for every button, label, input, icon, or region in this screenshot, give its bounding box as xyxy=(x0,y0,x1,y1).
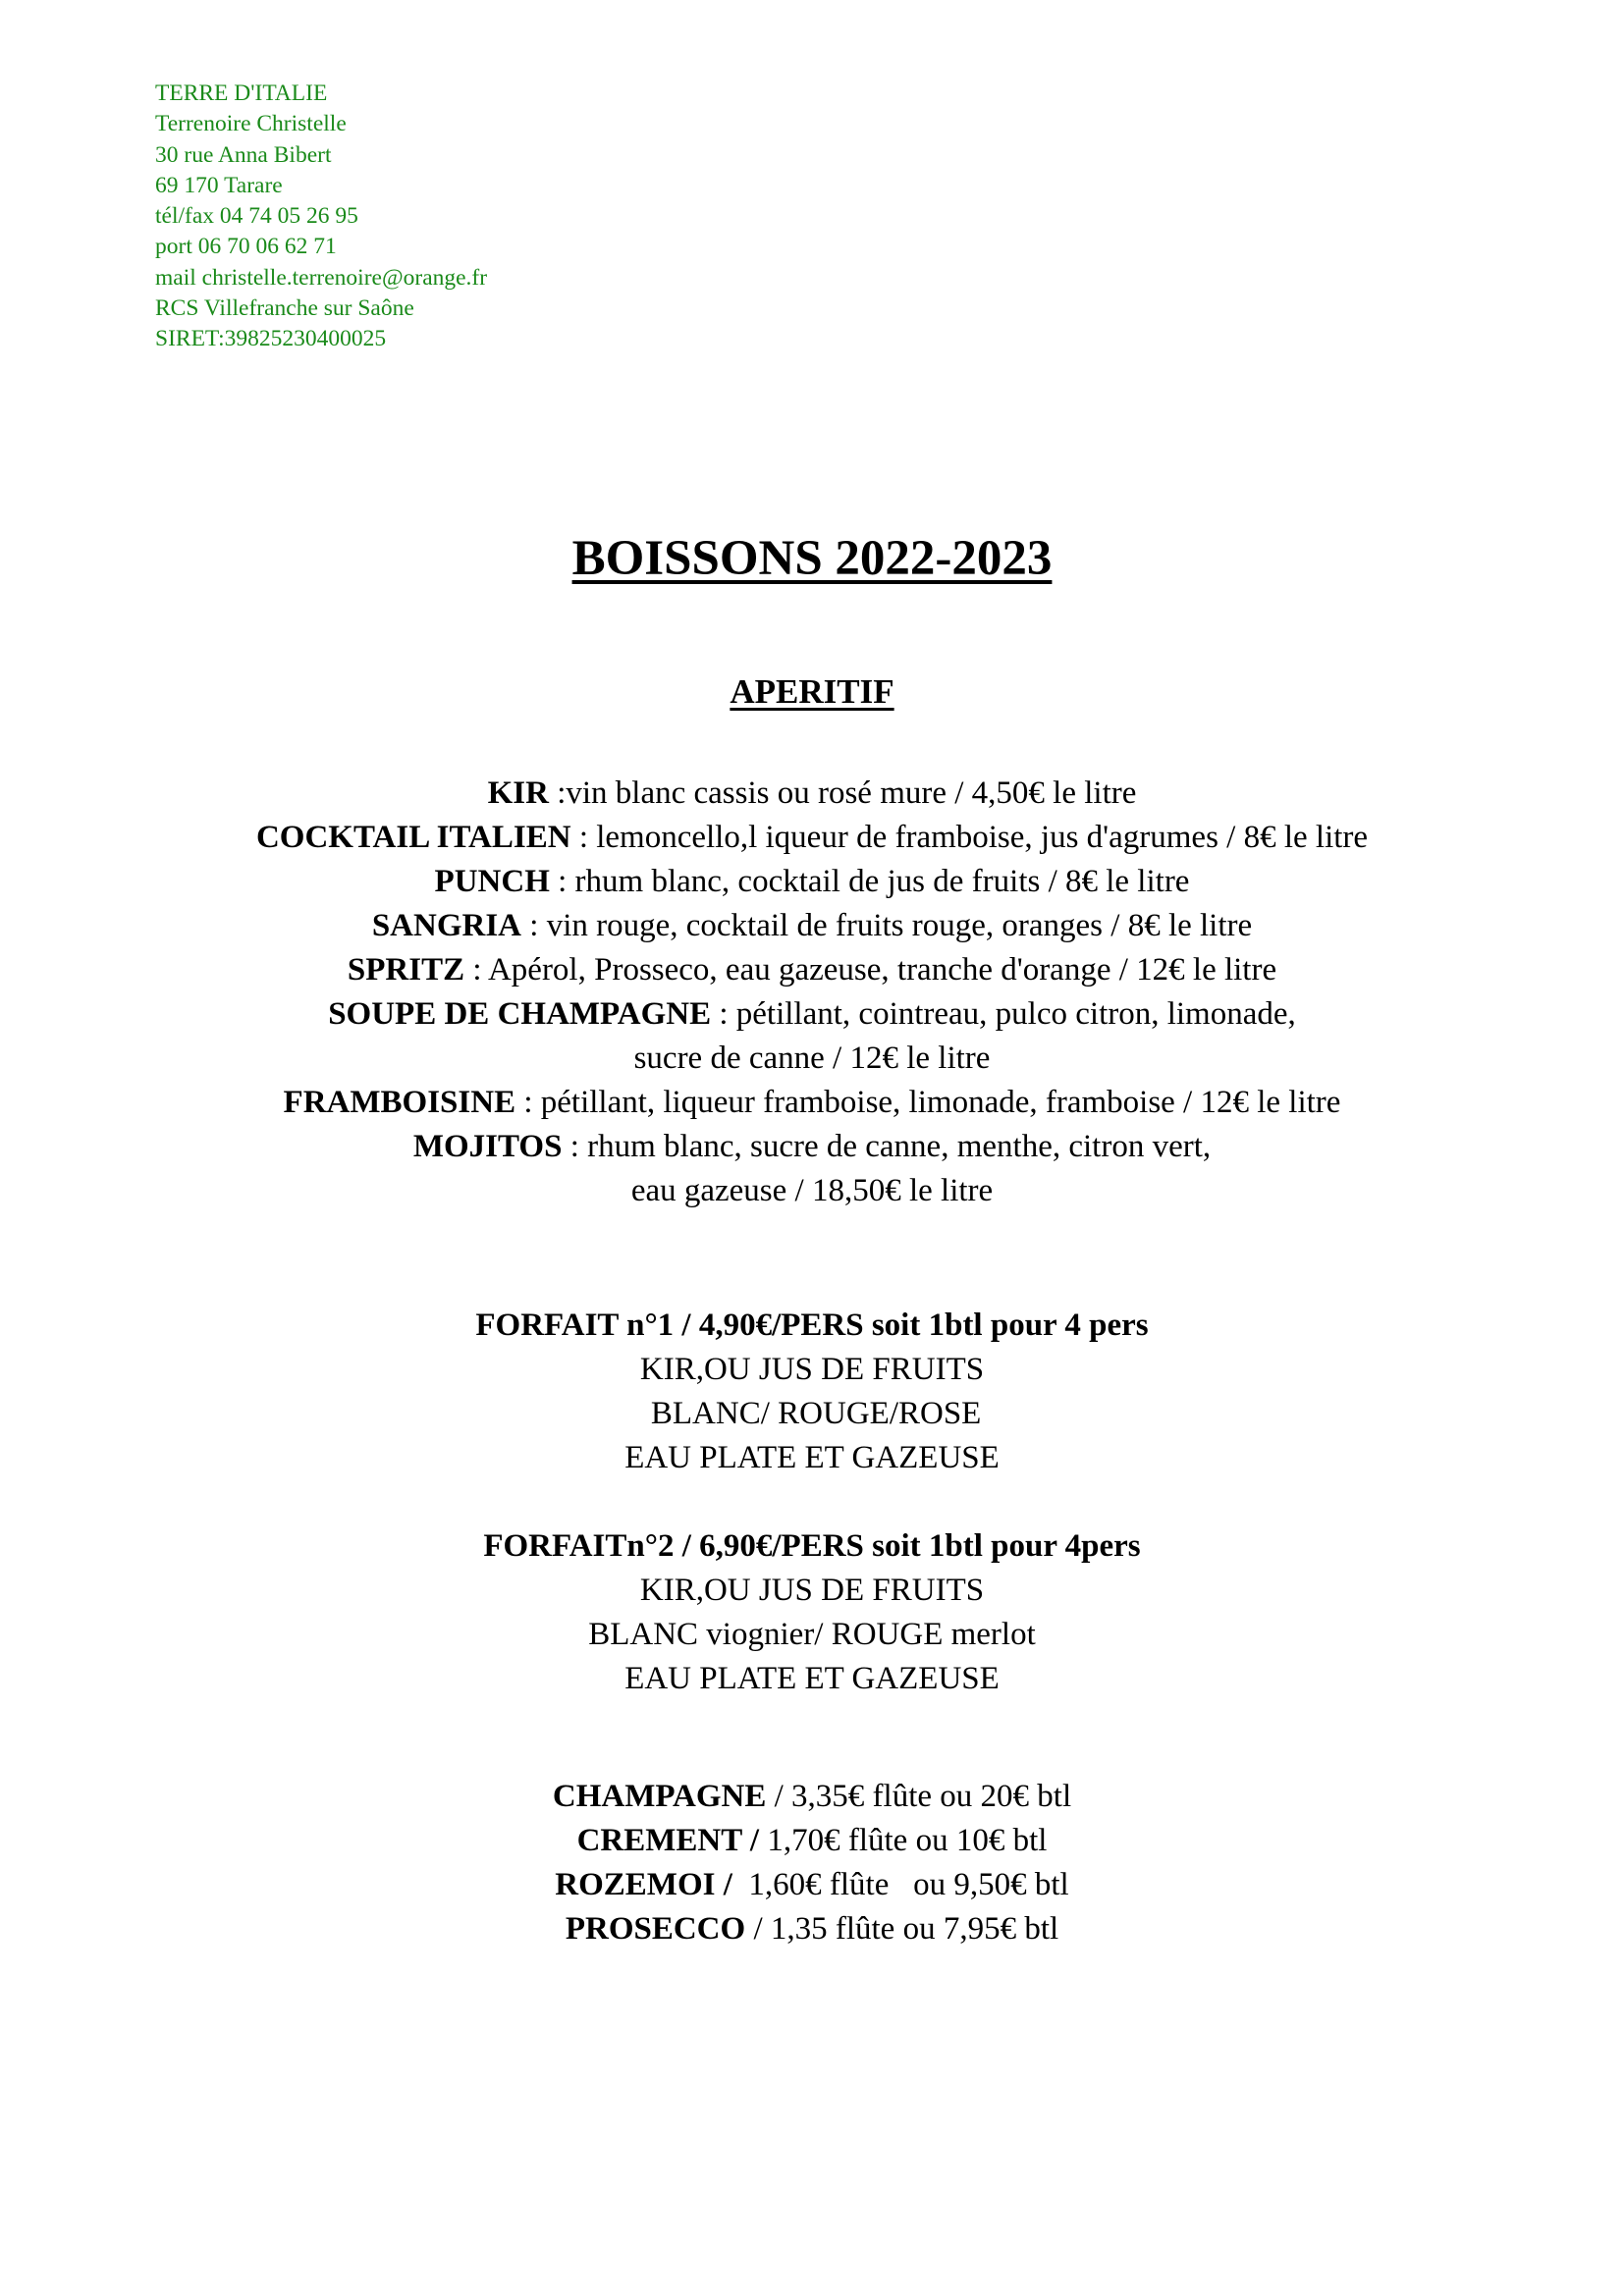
drink-description: Apérol, Prosseco, eau gazeuse, tranche d'orange / 12€ le litre xyxy=(487,952,1277,988)
drink-description: vin rouge, cocktail de fruits rouge, oranges / 8€ le litre xyxy=(546,908,1253,943)
wine-name: CREMENT / xyxy=(576,1823,760,1858)
forfait-heading: FORFAITn°2 / 6,90€/PERS soit 1btl pour 4pers xyxy=(483,1528,1141,1564)
aperitif-item xyxy=(0,1125,1624,1169)
forfait-item: EAU PLATE ET GAZEUSE xyxy=(624,1440,1000,1475)
drink-name: COCKTAIL ITALIEN xyxy=(255,820,571,855)
drink-description: rhum blanc, sucre de canne, menthe, citron vert, xyxy=(587,1129,1212,1164)
drink-name: SANGRIA xyxy=(371,908,522,943)
postal-city: 69 170 Tarare xyxy=(155,172,283,198)
separator: : xyxy=(515,1085,541,1120)
wine-name: CHAMPAGNE xyxy=(552,1779,767,1814)
forfait-item: BLANC/ ROUGE/ROSE xyxy=(642,1396,982,1431)
drink-description: lemoncello,l iqueur de framboise, jus d'agrumes / 8€ le litre xyxy=(596,820,1369,855)
aperitif-list xyxy=(0,772,1624,1213)
aperitif-item xyxy=(0,1081,1624,1125)
wine-price: / 3,35€ flûte ou 20€ btl xyxy=(766,1779,1072,1814)
drink-description: vin blanc cassis ou rosé mure / 4,50€ le litre xyxy=(566,775,1137,811)
aperitif-item xyxy=(0,992,1624,1037)
separator: : xyxy=(549,864,575,899)
wine-price: / 1,35 flûte ou 7,95€ btl xyxy=(745,1911,1059,1947)
wine-price: 1,60€ flûte ou 9,50€ btl xyxy=(731,1867,1069,1902)
aperitif-item xyxy=(0,816,1624,860)
email: mail christelle.terrenoire@orange.fr xyxy=(155,264,488,291)
separator: : xyxy=(562,1129,588,1164)
separator: : xyxy=(521,908,547,943)
drink-name: SPRITZ xyxy=(347,952,465,988)
drink-name: MOJITOS xyxy=(412,1129,563,1164)
aperitif-item xyxy=(0,772,1624,816)
aperitif-item-continuation: sucre de canne / 12€ le litre xyxy=(633,1041,991,1076)
wine-price: 1,70€ flûte ou 10€ btl xyxy=(759,1823,1048,1858)
company-name: TERRE D'ITALIE xyxy=(155,80,328,106)
mobile-phone: port 06 70 06 62 71 xyxy=(155,234,337,260)
forfait-item: KIR,OU JUS DE FRUITS xyxy=(639,1573,985,1608)
drink-name: PUNCH xyxy=(434,864,550,899)
drink-name: KIR xyxy=(487,775,549,811)
forfait-item: KIR,OU JUS DE FRUITS xyxy=(639,1352,985,1387)
drink-name: SOUPE DE CHAMPAGNE xyxy=(328,996,712,1032)
separator: : xyxy=(570,820,597,855)
wine-name: ROZEMOI / xyxy=(555,1867,732,1902)
drink-description: pétillant, liqueur framboise, limonade, framboise / 12€ le litre xyxy=(540,1085,1341,1120)
company-header xyxy=(155,79,487,355)
page-title: BOISSONS 2022-2023 xyxy=(571,531,1053,586)
sparkling-item xyxy=(0,1819,1624,1863)
aperitif-item-continuation: eau gazeuse / 18,50€ le litre xyxy=(630,1173,994,1208)
rcs-registration: RCS Villefranche sur Saône xyxy=(155,295,414,322)
phone-fax: tél/fax 04 74 05 26 95 xyxy=(155,203,358,230)
separator: : xyxy=(464,952,488,988)
forfait-2 xyxy=(0,1524,1624,1701)
separator: : xyxy=(548,775,567,811)
forfait-item: BLANC viognier/ ROUGE merlot xyxy=(588,1617,1036,1652)
sparkling-item xyxy=(0,1907,1624,1951)
forfait-item: EAU PLATE ET GAZEUSE xyxy=(624,1661,1000,1696)
drink-name: FRAMBOISINE xyxy=(283,1085,516,1120)
aperitif-item xyxy=(0,904,1624,948)
drink-description: rhum blanc, cocktail de jus de fruits / 8€ le litre xyxy=(574,864,1190,899)
drink-description: pétillant, cointreau, pulco citron, limonade, xyxy=(735,996,1296,1032)
aperitif-item xyxy=(0,860,1624,904)
sparkling-item xyxy=(0,1775,1624,1819)
separator: : xyxy=(711,996,736,1032)
forfait-heading: FORFAIT n°1 / 4,90€/PERS soit 1btl pour 4 pers xyxy=(475,1308,1149,1343)
contact-person: Terrenoire Christelle xyxy=(155,111,347,137)
siret-number: SIRET:39825230400025 xyxy=(155,326,387,352)
wine-name: PROSECCO xyxy=(565,1911,746,1947)
street-address: 30 rue Anna Bibert xyxy=(155,141,332,168)
sparkling-wine-list xyxy=(0,1775,1624,1951)
sparkling-item xyxy=(0,1863,1624,1907)
aperitif-item xyxy=(0,948,1624,992)
forfait-1 xyxy=(0,1304,1624,1480)
section-heading-aperitif: APERITIF xyxy=(730,672,894,711)
